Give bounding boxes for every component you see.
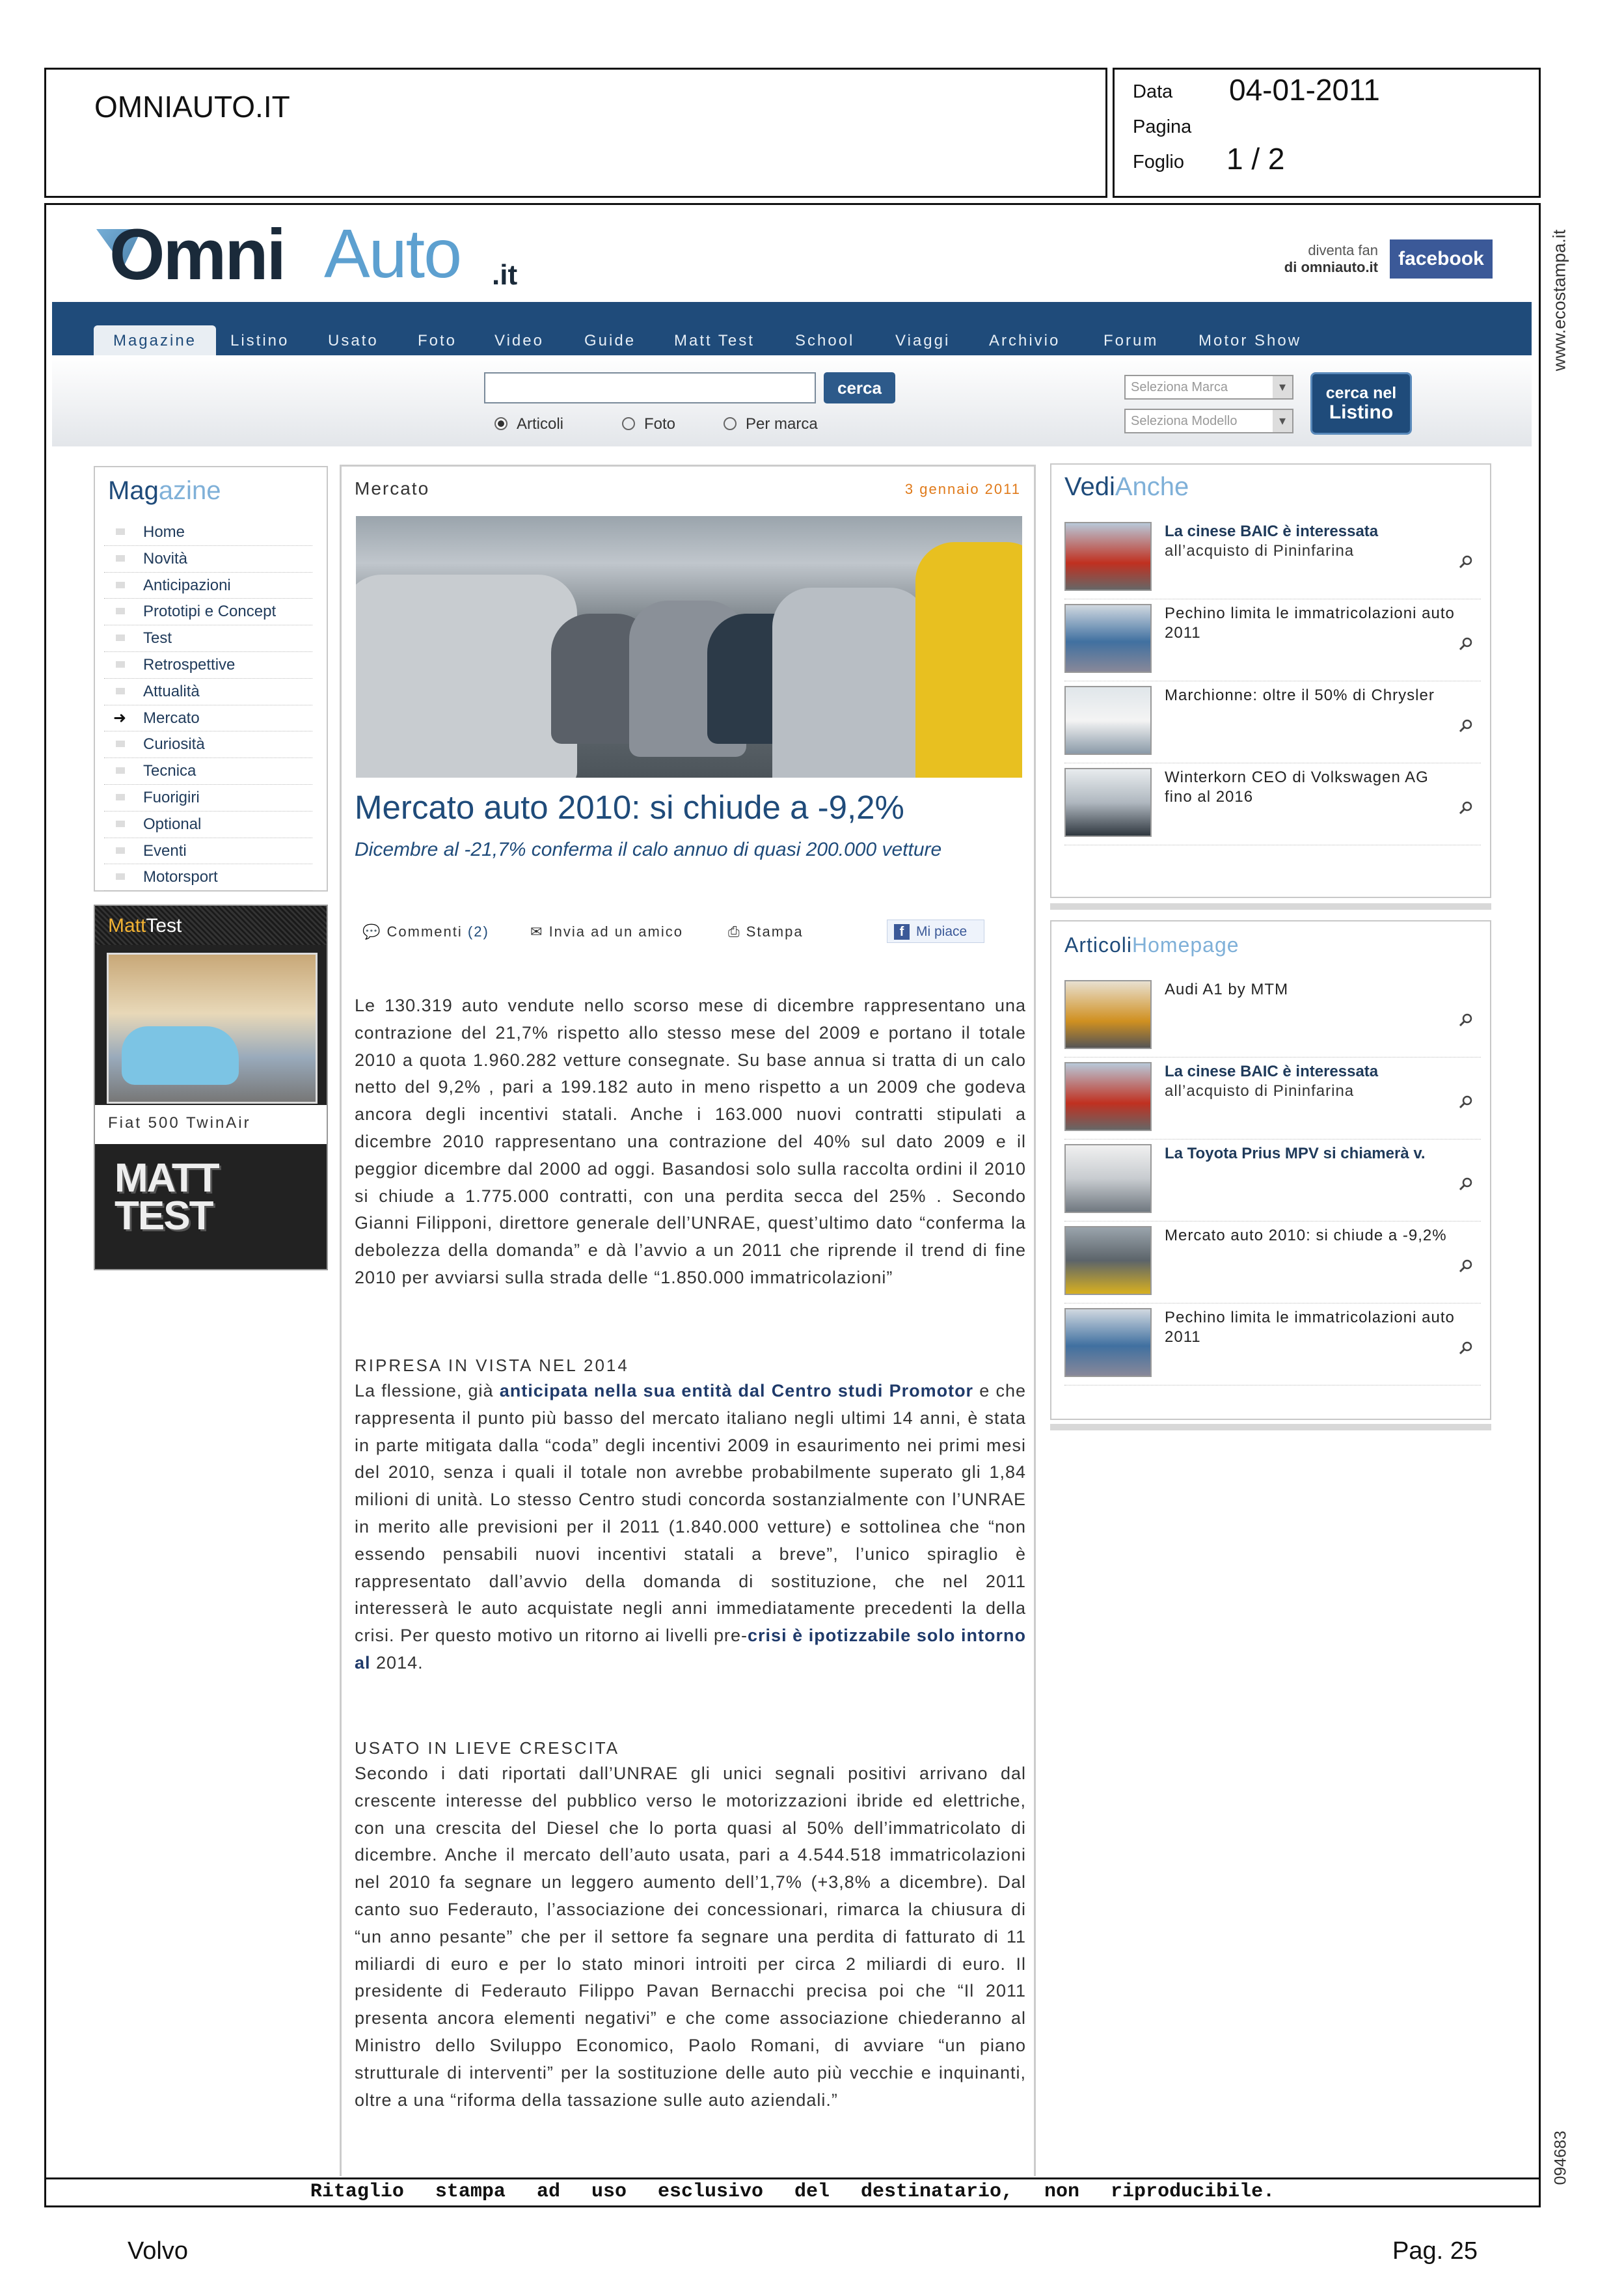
fiat-500-image xyxy=(122,1026,239,1085)
thumb-image xyxy=(1064,1062,1152,1131)
search-input[interactable] xyxy=(484,372,816,403)
radio-empty-icon xyxy=(724,417,737,430)
magazine-item[interactable]: Attualità xyxy=(104,679,312,705)
matt-test-box[interactable] xyxy=(94,905,328,1270)
thumb-image xyxy=(1064,1308,1152,1377)
related-article[interactable] xyxy=(1064,599,1481,681)
page-number: Pag. 25 xyxy=(1392,2237,1478,2265)
magnifier-icon[interactable] xyxy=(1459,636,1473,651)
fan-line-2: di omniauto.it xyxy=(1284,259,1378,275)
nav-tab-school[interactable]: School xyxy=(795,332,855,349)
nav-tab-forum[interactable]: Forum xyxy=(1103,332,1159,349)
magazine-item[interactable]: Prototipi e Concept xyxy=(104,599,312,625)
magnifier-icon[interactable] xyxy=(1459,1013,1473,1027)
arrow-right-icon: ➜ xyxy=(113,709,127,727)
thumb-image xyxy=(1064,1144,1152,1213)
magazine-item[interactable]: Test xyxy=(104,625,312,652)
foglio-value: 1 / 2 xyxy=(1226,142,1285,176)
nav-tab-listino[interactable]: Listino xyxy=(230,332,290,349)
select-marca[interactable]: Seleziona Marca ▾ xyxy=(1124,375,1293,400)
omniauto-logo[interactable] xyxy=(96,215,526,295)
nav-tab-foto[interactable]: Foto xyxy=(418,332,457,349)
thumb-image xyxy=(1064,522,1152,591)
radio-foto[interactable]: Foto xyxy=(622,415,675,433)
comment-icon: 💬 xyxy=(362,923,382,940)
heading-ripresa: RIPRESA IN VISTA NEL 2014 xyxy=(355,1356,629,1375)
radio-empty-icon xyxy=(622,417,635,430)
heading-usato: USATO IN LIEVE CRESCITA xyxy=(355,1738,620,1758)
article-date: 3 gennaio 2011 xyxy=(904,481,1021,497)
homepage-article[interactable] xyxy=(1064,1139,1481,1221)
magnifier-icon[interactable] xyxy=(1459,1259,1473,1273)
nav-tab-guide[interactable]: Guide xyxy=(584,332,636,349)
facebook-button[interactable]: facebook xyxy=(1390,239,1493,279)
pagina-label: Pagina xyxy=(1133,116,1192,137)
separator xyxy=(1050,1424,1491,1430)
fan-text xyxy=(1235,242,1378,276)
radio-articoli[interactable]: Articoli xyxy=(494,415,563,433)
article-subtitle: Dicembre al -21,7% conferma il calo annuo di quasi 200.000 vetture xyxy=(355,839,942,860)
magnifier-icon[interactable] xyxy=(1459,800,1473,815)
magnifier-icon[interactable] xyxy=(1459,718,1473,733)
article-photo xyxy=(356,516,1022,778)
cerca-listino-button[interactable]: cerca nel Listino xyxy=(1310,372,1412,435)
logo-omni: Omni xyxy=(109,215,285,295)
homepage-title: Pechino limita le immatricolazioni auto 2011 xyxy=(1165,1309,1455,1346)
magazine-item[interactable]: Retrospettive xyxy=(104,652,312,679)
related-article[interactable] xyxy=(1064,763,1481,845)
related-title: Pechino limita le immatricolazioni auto 2011 xyxy=(1165,605,1455,642)
matt-test-caption[interactable]: Fiat 500 TwinAir xyxy=(108,1114,251,1132)
articoli-homepage-box xyxy=(1050,920,1491,1420)
vedi-anche-title: VediAnche xyxy=(1064,472,1189,501)
section-label[interactable]: Mercato xyxy=(355,478,430,498)
matt-test-title: MattTest xyxy=(108,915,182,936)
nav-tab-motor-show[interactable]: Motor Show xyxy=(1198,332,1302,349)
footer-notice: Ritaglio stampa ad uso esclusivo del destinatario, non riproducibile. xyxy=(310,2181,1275,2203)
magazine-list xyxy=(104,519,312,891)
magnifier-icon[interactable] xyxy=(1459,1177,1473,1191)
bottom-left-label: Volvo xyxy=(128,2237,188,2265)
related-article[interactable] xyxy=(1064,681,1481,763)
logo-it: .it xyxy=(492,259,518,291)
nav-tab-magazine[interactable]: Magazine xyxy=(94,325,216,355)
magazine-title: Magazine xyxy=(108,476,221,505)
logo-auto: Auto xyxy=(324,215,461,292)
search-button[interactable]: cerca xyxy=(824,372,895,403)
magazine-item[interactable]: Curiosità xyxy=(104,731,312,758)
thumb-image xyxy=(1064,686,1152,755)
related-title: Winterkorn CEO di Volkswagen AG fino al 2016 xyxy=(1165,769,1429,806)
nav-tab-matt-test[interactable]: Matt Test xyxy=(674,332,755,349)
crisi-link[interactable]: crisi è ipotizzabile solo intorno al xyxy=(355,1626,1026,1672)
envelope-icon: ✉ xyxy=(530,923,544,940)
matt-test-photo[interactable] xyxy=(107,953,318,1104)
related-article[interactable] xyxy=(1064,517,1481,599)
mi-piace-button[interactable]: f Mi piace xyxy=(887,920,984,943)
magazine-item[interactable]: Motorsport xyxy=(104,864,312,891)
article-paragraph-2: La flessione, già anticipata nella sua entità dal Centro studi Promotor e che rappresenta il punto più basso del mercato italiano negli ultimi 14 anni, è stata in parte mitigata dalla “coda” degli incentivi 2009 in esaurimento nei primi mesi del 2010, senza i quali il totale non avrebbe probabilmente superato gli 1,84 milioni di unità. Lo stesso Centro studi concorda sostanzialmente con l’UNRAE in merito alle previsioni per il 2011 (1.840.000 vetture) e sottolinea che “non essendo pensabili nuovi incentivi statali a breve”, l’unico spiraglio è rappresentato dall’avvio della domanda di sostituzione, che nel 2011 interesserà le auto acquistate negli anni immediatamente precedenti la della crisi. Per questo motivo un ritorno ai livelli pre-crisi è ipotizzabile solo intorno al 2014. xyxy=(355,1381,1026,1672)
magnifier-icon[interactable] xyxy=(1459,1341,1473,1355)
clipping-source: OMNIAUTO.IT xyxy=(94,90,290,124)
article-toolbar xyxy=(355,916,1025,948)
clipping-footer xyxy=(46,2177,1539,2207)
side-code: 094683 xyxy=(1551,2131,1570,2185)
select-modello[interactable]: Seleziona Modello ▾ xyxy=(1124,409,1293,433)
homepage-title: La cinese BAIC è interessata all’acquisto di Pininfarina xyxy=(1165,1063,1379,1100)
magazine-item[interactable]: Anticipazioni xyxy=(104,573,312,599)
article-title: Mercato auto 2010: si chiude a -9,2% xyxy=(355,789,904,826)
magazine-item-active[interactable]: ➜ Mercato xyxy=(104,705,312,732)
nav-tab-video[interactable]: Video xyxy=(494,332,544,349)
magnifier-icon[interactable] xyxy=(1459,554,1473,569)
magnifier-icon[interactable] xyxy=(1459,1095,1473,1109)
matt-test-logo: MATT TEST xyxy=(115,1156,219,1238)
article xyxy=(340,465,1036,2176)
magazine-item[interactable]: Optional xyxy=(104,812,312,838)
homepage-title: Audi A1 by MTM xyxy=(1165,981,1289,998)
thumb-image xyxy=(1064,768,1152,837)
vedi-anche-box xyxy=(1050,463,1491,898)
foglio-label: Foglio xyxy=(1133,152,1184,172)
article-paragraph-1: Le 130.319 auto vendute nello scorso mese di dicembre rappresentano una contrazione del 21,7% rispetto allo stesso mese del 2009 e portano il totale 2010 a quota 1.960.282 vetture consegnate. Su base annua si tratta di un calo netto del 9,2% , pari a 199.182 auto in meno rispetto a un 2009 che godeva ancora degli incentivi statali. Anche i 163.000 nuovi contratti stipulati a dicembre 2010 rappresentano una contrazione del 40% sul dato 2009 e il peggior dicembre dal 2000 ad oggi. Basandosi solo sulla raccolta ordini il 2010 si chiude a 1.775.000 contratti, con una perdita secca del 25% . Secondo Gianni Filipponi, direttore generale dell’UNRAE, quest’ultimo dato “conferma la debolezza della domanda” e dà l’avvio a un 2011 che riprende il trend di fine 2010 per avviarsi sulla strada delle “1.850.000 immatricolazioni” xyxy=(355,996,1026,1287)
article-paragraph-3: Secondo i dati riportati dall’UNRAE gli unici segnali positivi arrivano dal crescente interesse del pubblico verso le motorizzazioni ibride ed elettriche, con una crescita del Diesel che lo porta quasi al 50% dell’immatricolato di dicembre. Anche il mercato dell’auto usata, pari a 4.544.518 immatricolazioni nel 2010 fa segnare un leggero aumento dell’1,7% (+3,8% a dicembre). Dal canto suo Federauto, l’associazione dei concessionari, rimarca la chiusura di “un anno pesante” che per il settore fa segnare una perdita di fatturato di 11 miliardi di euro e per lo stato minori introiti per circa 2 miliardi di euro. Il presidente di Federauto Filippo Pavan Bernacchi precisa poi che “Il 2011 presenta ancora elementi negativi” e che come associazione chiederanno al Ministro dello Sviluppo Economico, Paolo Romani, di avviare “un piano strutturale di interventi” per la sostituzione delle auto più vecchie e inquinanti, oltre a una “riforma della tassazione sulle auto aziendali.” xyxy=(355,1764,1026,2110)
main-navbar xyxy=(52,302,1532,355)
articoli-homepage-title: ArticoliHomepage xyxy=(1064,933,1239,957)
separator xyxy=(1050,903,1491,910)
magazine-item[interactable]: Novità xyxy=(104,546,312,573)
commenti-link[interactable]: 💬 Commenti (2) xyxy=(362,923,489,940)
homepage-title: La Toyota Prius MPV si chiamerà v. xyxy=(1165,1145,1426,1162)
data-value: 04-01-2011 xyxy=(1229,73,1380,107)
magazine-item[interactable]: Eventi xyxy=(104,838,312,865)
radio-per-marca[interactable]: Per marca xyxy=(724,415,818,433)
magazine-item[interactable]: Fuorigiri xyxy=(104,785,312,812)
magazine-item[interactable]: Home xyxy=(104,519,312,546)
thumb-image xyxy=(1064,604,1152,673)
nav-tab-viaggi[interactable]: Viaggi xyxy=(895,332,951,349)
magazine-menu xyxy=(94,466,328,892)
homepage-article[interactable] xyxy=(1064,1057,1481,1140)
related-title: Marchionne: oltre il 50% di Chrysler xyxy=(1165,687,1435,704)
side-url: www.ecostampa.it xyxy=(1549,229,1569,372)
homepage-article[interactable] xyxy=(1064,975,1481,1058)
nav-tab-archivio[interactable]: Archivio xyxy=(989,332,1061,349)
nav-tab-usato[interactable]: Usato xyxy=(328,332,379,349)
printer-icon: ⎙ xyxy=(728,923,741,940)
magazine-item[interactable]: Tecnica xyxy=(104,758,312,785)
thumb-image xyxy=(1064,1226,1152,1295)
homepage-title: Mercato auto 2010: si chiude a -9,2% xyxy=(1165,1227,1447,1244)
related-title: La cinese BAIC è interessata all’acquisto di Pininfarina xyxy=(1165,523,1379,560)
promotor-link[interactable]: anticipata nella sua entità dal Centro studi Promotor xyxy=(499,1381,974,1400)
data-label: Data xyxy=(1133,81,1173,102)
fan-line-1: diventa fan xyxy=(1308,242,1378,258)
radio-checked-icon xyxy=(494,417,508,430)
stampa-link[interactable]: ⎙ Stampa xyxy=(728,923,804,940)
thumb-image xyxy=(1064,980,1152,1049)
homepage-article[interactable] xyxy=(1064,1303,1481,1385)
homepage-article[interactable] xyxy=(1064,1221,1481,1303)
invia-amico-link[interactable]: ✉ Invia ad un amico xyxy=(530,923,683,940)
clipping-source-box xyxy=(44,68,1107,198)
clipping-meta-box xyxy=(1113,68,1541,198)
matt-test-caption-area xyxy=(95,1105,327,1144)
